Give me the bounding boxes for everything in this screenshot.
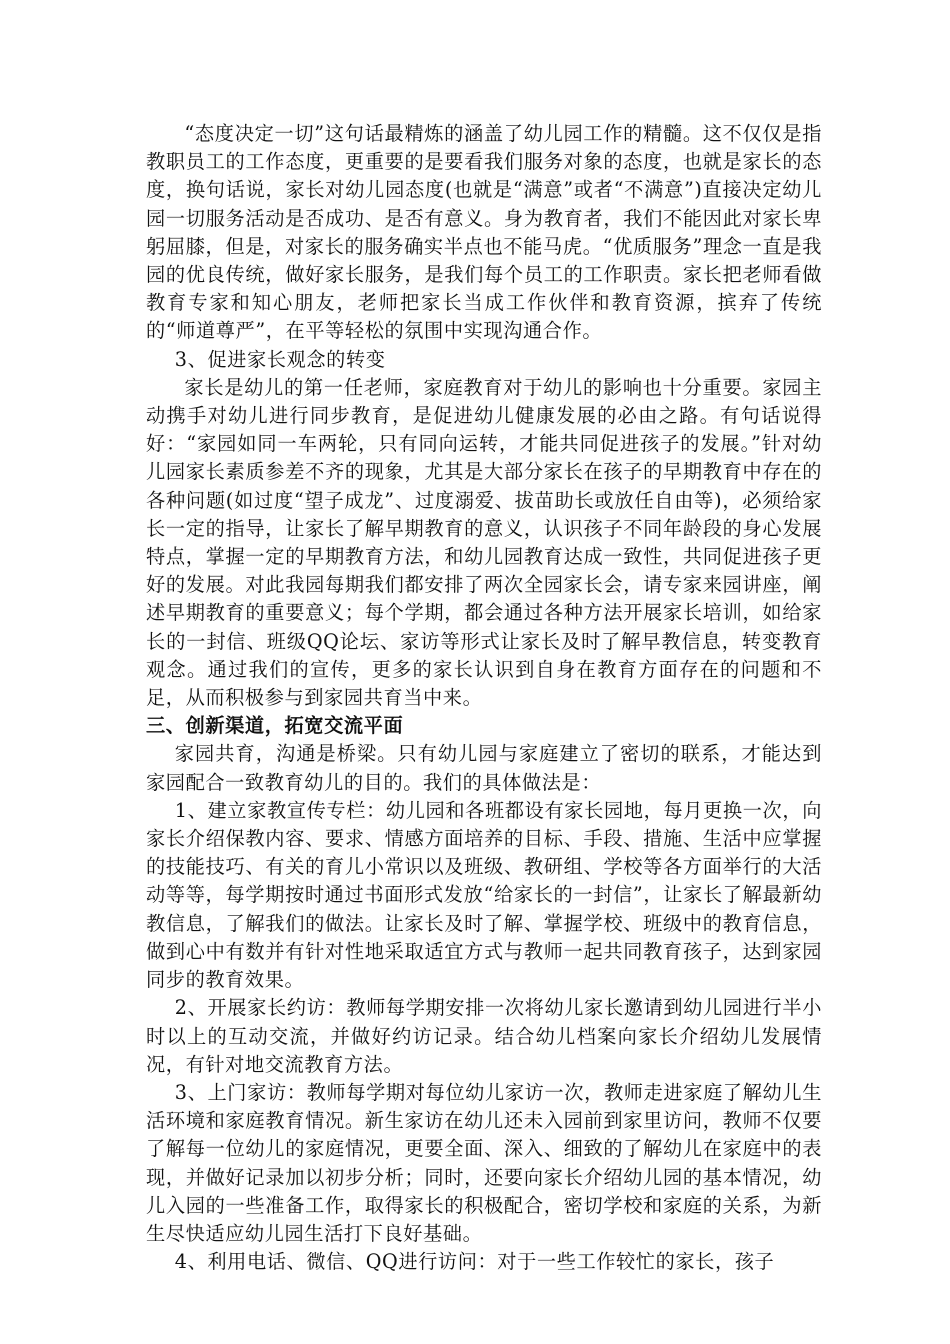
list-item-parent-appointment: 2、开展家长约访：教师每学期安排一次将幼儿家长邀请到幼儿园进行半小时以上的互动交流，并做好约访记录。结合幼儿档案向家长介绍幼儿发展情况，有针对地交流教育方法。 xyxy=(146,996,822,1076)
section-heading-innovate-channels: 三、创新渠道，拓宽交流平面 xyxy=(146,714,404,738)
document-page xyxy=(146,120,822,1276)
subheading-parent-concept: 3、促进家长观念的转变 xyxy=(174,347,386,371)
paragraph-parent-first-teacher: 家长是幼儿的第一任老师，家庭教育对于幼儿的影响也十分重要。家园主动携手对幼儿进行同步教育，是促进幼儿健康发展的必由之路。有句话说得好：“家园如同一车两轮，只有同向运转，才能共同促进孩子的发展。”针对幼儿园家长素质参差不齐的现象，尤其是大部分家长在孩子的早期教育中存在的各种问题(如过度“望子成龙”、过度溺爱、拔苗助长或放任自由等)，必须给家长一定的指导，让家长了解早期教育的意义，认识孩子不同年龄段的身心发展特点，掌握一定的早期教育方法，和幼儿园教育达成一致性，共同促进孩子更好的发展。对此我园每期我们都安排了两次全园家长会，请专家来园讲座，阐述早期教育的重要意义；每个学期，都会通过各种方法开展家长培训，如给家长的一封信、班级QQ论坛、家访等形式让家长及时了解早教信息，转变教育观念。通过我们的宣传，更多的家长认识到自身在教育方面存在的问题和不足，从而积极参与到家园共育当中来。 xyxy=(146,375,822,710)
list-item-phone-wechat-qq: 4、利用电话、微信、QQ进行访问：对于一些工作较忙的家长，孩子 xyxy=(174,1250,775,1274)
list-item-publicity-column: 1、建立家教宣传专栏：幼儿园和各班都设有家长园地，每月更换一次，向家长介绍保教内容、要求、情感方面培养的目标、手段、措施、生活中应掌握的技能技巧、有关的育儿小常识以及班级、教研组、学校等各方面举行的大活动等等，每学期按时通过书面形式发放“给家长的一封信”，让家长了解最新幼教信息，了解我们的做法。让家长及时了解、掌握学校、班级中的教育信息，做到心中有数并有针对性地采取适宜方式与教师一起共同教育孩子，达到家园同步的教育效果。 xyxy=(146,798,822,992)
paragraph-attitude: “态度决定一切”这句话最精炼的涵盖了幼儿园工作的精髓。这不仅仅是指教职员工的工作态度，更重要的是要看我们服务对象的态度，也就是家长的态度，换句话说，家长对幼儿园态度(也就是“满意”或者“不满意”)直接决定幼儿园一切服务活动是否成功、是否有意义。身为教育者，我们不能因此对家长卑躬屈膝，但是，对家长的服务确实半点也不能马虎。“优质服务”理念一直是我园的优良传统，做好家长服务，是我们每个员工的工作职责。家长把老师看做教育专家和知心朋友，老师把家长当成工作伙伴和教育资源，摈弃了传统的“师道尊严”，在平等轻松的氛围中实现沟通合作。 xyxy=(146,122,822,343)
paragraph-communication-bridge: 家园共育，沟通是桥梁。只有幼儿园与家庭建立了密切的联系，才能达到家园配合一致教育幼儿的目的。我们的具体做法是： xyxy=(146,742,822,794)
list-item-home-visit: 3、上门家访：教师每学期对每位幼儿家访一次，教师走进家庭了解幼儿生活环境和家庭教育情况。新生家访在幼儿还未入园前到家里访问，教师不仅要了解每一位幼儿的家庭情况，更要全面、深入、细致的了解幼儿在家庭中的表现，并做好记录加以初步分析；同时，还要向家长介绍幼儿园的基本情况，幼儿入园的一些准备工作，取得家长的积极配合，密切学校和家庭的关系，为新生尽快适应幼儿园生活打下良好基础。 xyxy=(146,1080,822,1245)
